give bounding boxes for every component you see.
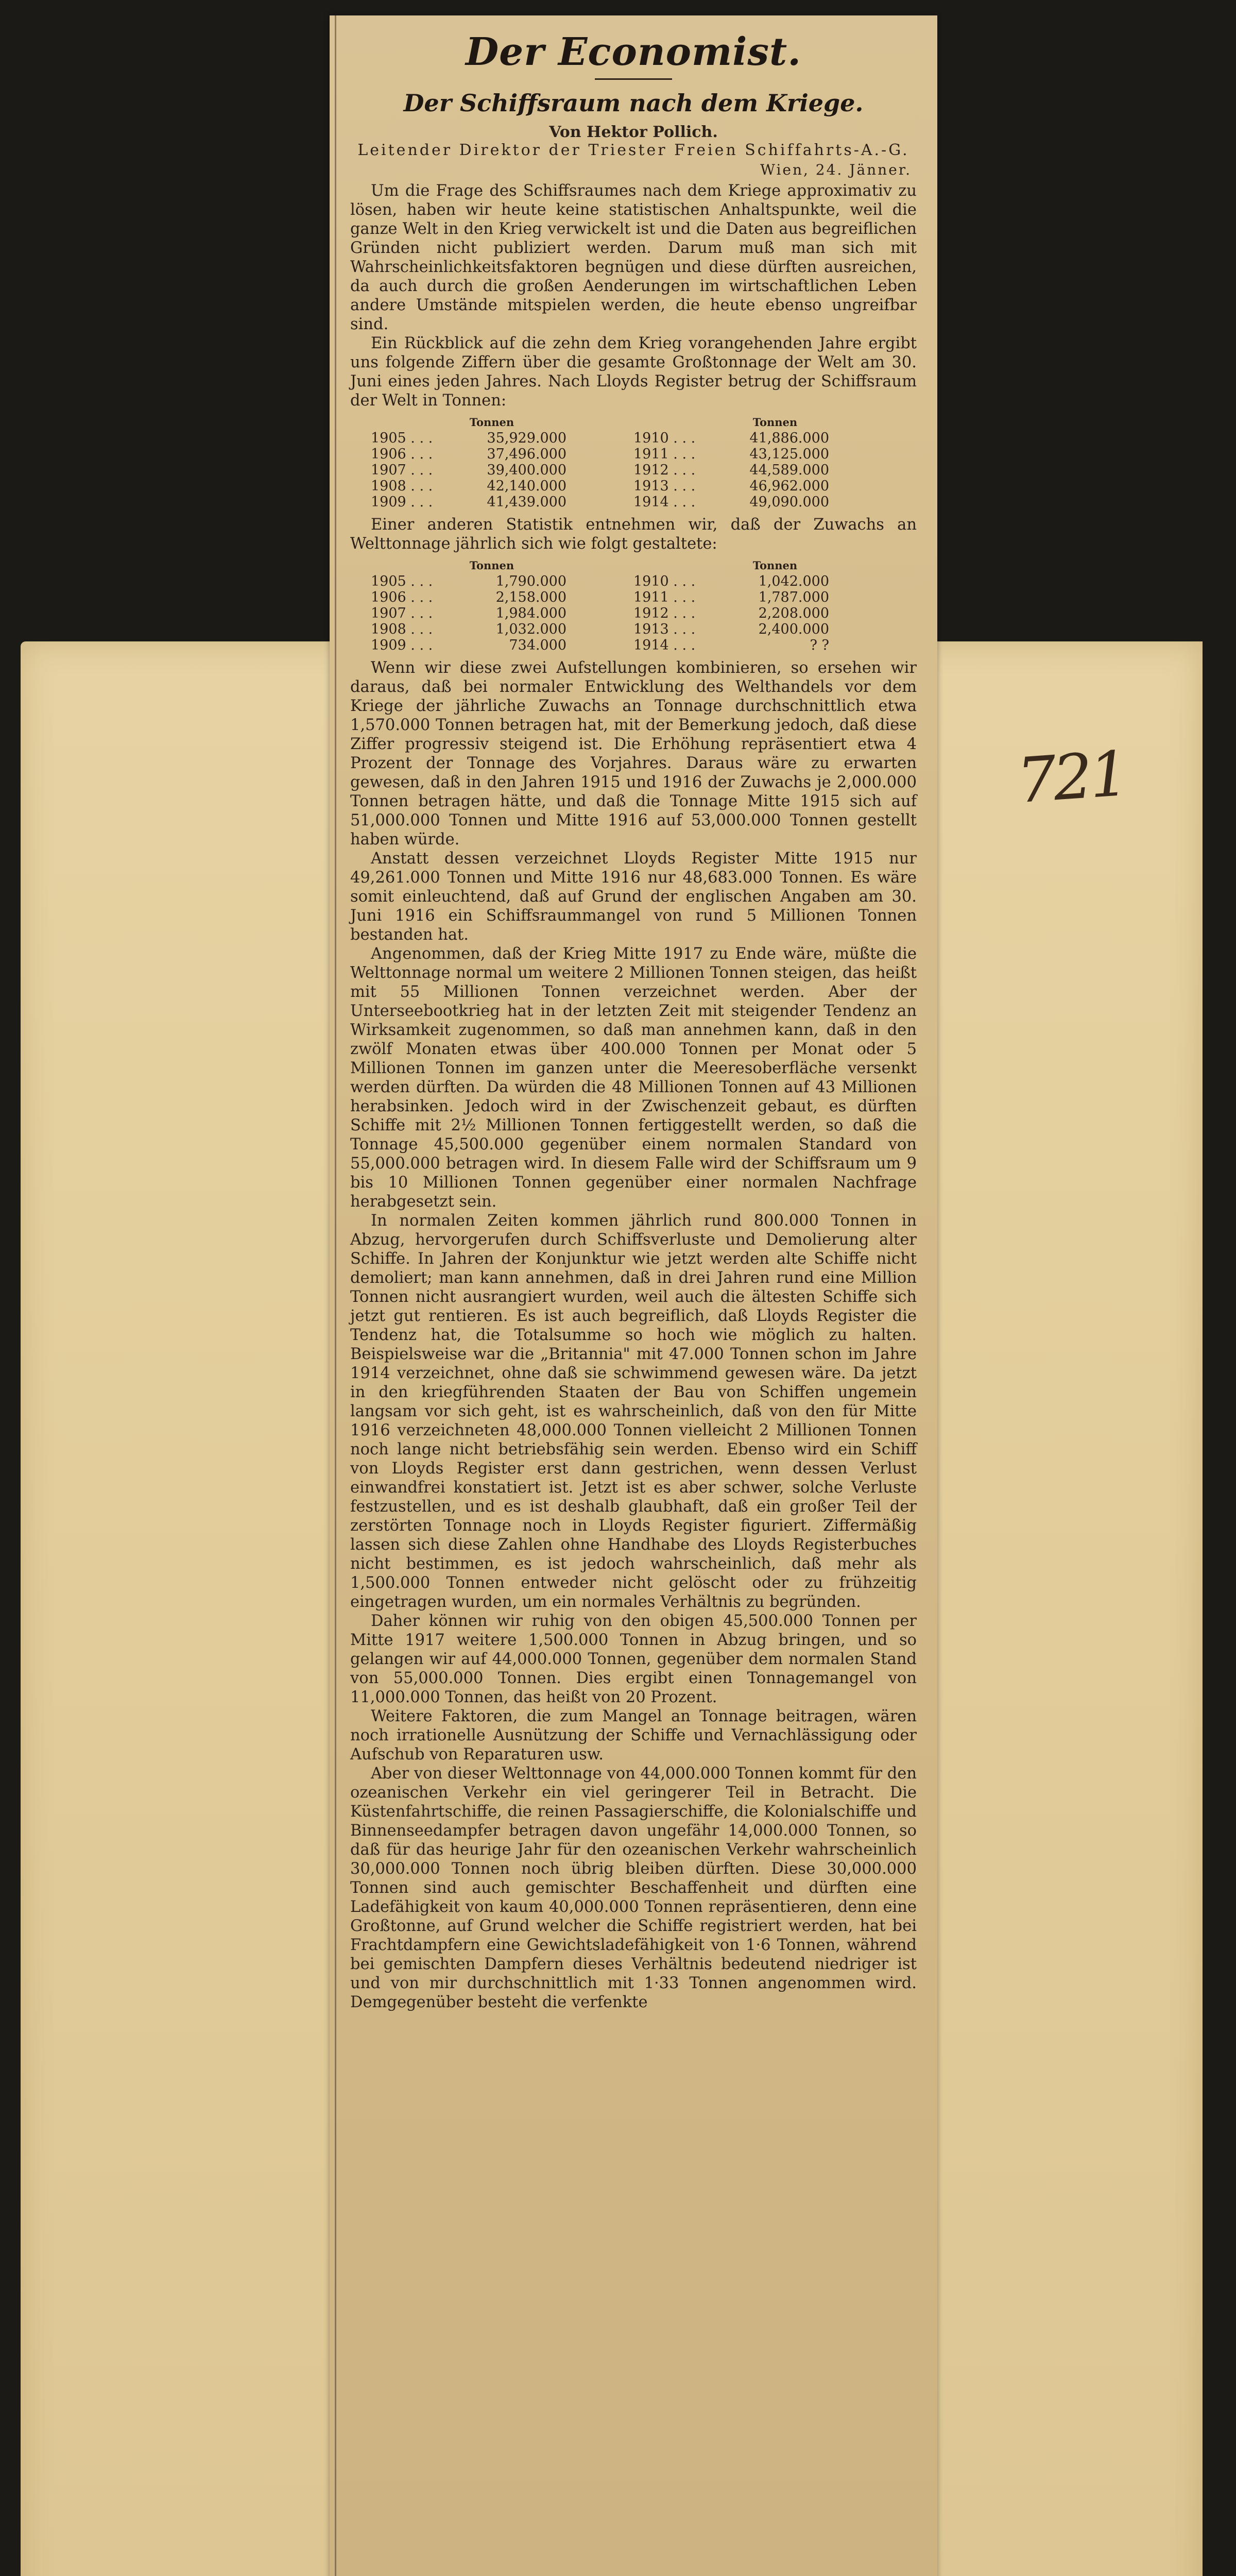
- table-value: 49,090.000: [749, 494, 829, 510]
- table-year: 1908 . . .: [371, 478, 433, 494]
- table-year: 1906 . . .: [371, 589, 433, 605]
- table-row: [350, 446, 917, 462]
- table-year: 1905 . . .: [371, 430, 433, 446]
- table-value: 35,929.000: [487, 430, 566, 446]
- table-header: [350, 557, 917, 573]
- growth-table: [350, 557, 917, 653]
- table-row: [350, 637, 917, 653]
- table-year: 1910 . . .: [633, 573, 696, 589]
- table-value: 43,125.000: [749, 446, 829, 462]
- body-paragraph: Aber von dieser Welttonnage von 44,000.000 Tonnen kommt für den ozeanischen Verkehr ein viel geringerer Teil in Betracht. Die Küstenfahrtschiffe, die reinen Passagierschiffe, die Kolonialschiffe und Binnenseedampfer betragen davon ungefähr 14,000.000 Tonnen, so daß für das heurige Jahr für den ozeanischen Verkehr wahrscheinlich 30,000.000 Tonnen noch übrig bleiben dürften. Diese 30,000.000 Tonnen sind auch gemischter Beschaffenheit und dürften eine Ladefähigkeit von kaum 40,000.000 Tonnen repräsentieren, denn eine Großtonne, auf Grund welcher die Schiffe registriert werden, hat bei Frachtdampfern eine Gewichtsladefähigkeit von 1·6 Tonnen, während bei gemischten Dampfern dieses Verhältnis bedeutend niedriger ist und von mir durchschnittlich mit 1·33 Tonnen angenommen wird. Demgegenüber besteht die verfenkte: [350, 1765, 917, 2011]
- body-paragraph: Angenommen, daß der Krieg Mitte 1917 zu Ende wäre, müßte die Welttonnage normal um weitere 2 Millionen Tonnen steigen, das heißt mit 55 Millionen Tonnen verzeichnet werden. Aber der Unterseebootkrieg hat in der letzten Zeit mit steigender Tendenz an Wirksamkeit zugenommen, so daß man annehmen kann, daß in den zwölf Monaten etwas über 400.000 Tonnen per Monat oder 5 Millionen Tonnen im ganzen unter die Meeresoberfläche versenkt werden dürften. Da würden die 48 Millionen Tonnen auf 43 Millionen herabsinken. Jedoch wird in der Zwischenzeit gebaut, es dürften Schiffe mit 2½ Millionen Tonnen fertiggestellt werden, so daß die Tonnage 45,500.000 gegenüber einem normalen Standard von 55,000.000 betragen wird. In diesem Falle wird der Schiffsraum um 9 bis 10 Millionen Tonnen gegenüber einer normalen Nachfrage herabgesetzt sein.: [350, 945, 917, 1211]
- table-value: 2,208.000: [758, 605, 829, 621]
- dateline: Wien, 24. Jänner.: [760, 161, 912, 178]
- body-paragraph: Weitere Faktoren, die zum Mangel an Tonnage beitragen, wären noch irrationelle Ausnützung der Schiffe und Vernachlässigung oder Aufschub von Reparaturen usw.: [350, 1707, 917, 1764]
- article: [350, 25, 917, 2012]
- table-header-right: Tonnen: [752, 559, 798, 572]
- table-value: 42,140.000: [487, 478, 566, 494]
- table-value: 44,589.000: [749, 462, 829, 478]
- table-header-left: Tonnen: [469, 559, 514, 572]
- article-headline: Der Schiffsraum nach dem Kriege.: [403, 89, 864, 117]
- table-year: 1910 . . .: [633, 430, 696, 446]
- table-year: 1909 . . .: [371, 637, 433, 653]
- table-value: 734.000: [509, 637, 566, 653]
- table-value: 1,032.000: [495, 621, 566, 637]
- table-year: 1905 . . .: [371, 573, 433, 589]
- body-paragraph: Daher können wir ruhig von den obigen 45,500.000 Tonnen per Mitte 1917 weitere 1,500.000 Tonnen in Abzug bringen, und so gelangen wir auf 44,000.000 Tonnen, gegenüber dem normalen Stand von 55,000.000 Tonnen. Dies ergibt einen Tonnagemangel von 11,000.000 Tonnen, das heißt von 20 Prozent.: [350, 1612, 917, 1706]
- masthead: Der Economist.: [466, 30, 801, 74]
- table-value: 1,984.000: [495, 605, 566, 621]
- table-year: 1914 . . .: [633, 637, 696, 653]
- table-year: 1913 . . .: [633, 621, 696, 637]
- body-paragraph: Einer anderen Statistik entnehmen wir, daß der Zuwachs an Welttonnage jährlich sich wie folgt gestaltete:: [350, 516, 917, 553]
- table-year: 1908 . . .: [371, 621, 433, 637]
- table-year: 1907 . . .: [371, 605, 433, 621]
- handwritten-page-number: 721: [1015, 738, 1128, 818]
- table-value: 39,400.000: [487, 462, 566, 478]
- table-value: 37,496.000: [487, 446, 566, 462]
- table-year: 1909 . . .: [371, 494, 433, 510]
- intro-paragraph: Um die Frage des Schiffsraumes nach dem Kriege approximativ zu lösen, haben wir heute keine statistischen Anhaltspunkte, weil die ganze Welt in den Krieg verwickelt ist und die Daten aus begreiflichen Gründen nicht publiziert werden. Darum muß man sich mit Wahrscheinlichkeitsfaktoren begnügen und diese dürften ausreichen, da auch durch die großen Aenderungen im wirtschaftlichen Leben andere Umstände mitspielen werden, die heute ebenso ungreifbar sind.: [350, 182, 917, 333]
- table-year: 1911 . . .: [633, 446, 696, 462]
- author-title: Leitender Direktor der Triester Freien Schiffahrts-A.-G.: [357, 141, 909, 159]
- divider: [595, 78, 672, 80]
- table-value: 2,158.000: [495, 589, 566, 605]
- table-header: [350, 414, 917, 430]
- table-row: [350, 621, 917, 637]
- newspaper-clipping: [330, 15, 937, 2576]
- table-row: [350, 589, 917, 605]
- table-value: 1,042.000: [758, 573, 829, 589]
- table-year: 1914 . . .: [633, 494, 696, 510]
- table-year: 1911 . . .: [633, 589, 696, 605]
- table-value: 2,400.000: [758, 621, 829, 637]
- table-row: [350, 478, 917, 494]
- table-value: 41,886.000: [749, 430, 829, 446]
- table-value: 1,790.000: [495, 573, 566, 589]
- table-year: 1913 . . .: [633, 478, 696, 494]
- table-header-right: Tonnen: [752, 416, 798, 429]
- table-year: 1912 . . .: [633, 605, 696, 621]
- body-paragraph: In normalen Zeiten kommen jährlich rund 800.000 Tonnen in Abzug, hervorgerufen durch Schiffsverluste und Demolierung alter Schiffe. In Jahren der Konjunktur wie jetzt werden alte Schiffe nicht demoliert; man kann annehmen, daß in drei Jahren rund eine Million Tonnen nicht ausrangiert wurden, weil auch die ältesten Schiffe sich jetzt gut rentieren. Es ist auch begreiflich, daß Lloyds Register die Tendenz hat, die Totalsumme so hoch wie möglich zu halten. Beispielsweise war die „Britannia" mit 47.000 Tonnen schon im Jahre 1914 verzeichnet, ohne daß sie schwimmend gewesen wäre. Da jetzt in den kriegführenden Staaten der Bau von Schiffen ungemein langsam vor sich geht, ist es wahrscheinlich, daß von den für Mitte 1916 verzeichneten 48,000.000 Tonnen vielleicht 2 Millionen Tonnen noch lange nicht betriebsfähig sein werden. Ebenso wird ein Schiff von Lloyds Register erst dann gestrichen, wenn dessen Verlust einwandfrei konstatiert ist. Jetzt ist es aber schwer, solche Verluste festzustellen, und es ist deshalb glaubhaft, daß ein großer Teil der zerstörten Tonnage noch in Lloyds Register figuriert. Ziffermäßig lassen sich diese Zahlen ohne Handhabe des Lloyds Registerbuches nicht bestimmen, es ist jedoch wahrscheinlich, daß mehr als 1,500.000 Tonnen entweder nicht gelöscht oder zu frühzeitig eingetragen wurden, um ein normales Verhältnis zu begründen.: [350, 1212, 917, 1611]
- table-year: 1912 . . .: [633, 462, 696, 478]
- table-header-left: Tonnen: [469, 416, 514, 429]
- body-paragraph: Wenn wir diese zwei Aufstellungen kombinieren, so ersehen wir daraus, daß bei normaler Entwicklung des Welthandels vor dem Kriege der jährliche Zuwachs an Tonnage durchschnittlich etwa 1,570.000 Tonnen betragen hat, mit der Bemerkung jedoch, daß diese Ziffer progressiv steigend ist. Die Erhöhung repräsentiert etwa 4 Prozent der Tonnage des Vorjahres. Daraus wäre zu erwarten gewesen, daß in den Jahren 1915 und 1916 der Zuwachs je 2,000.000 Tonnen betragen hätte, und daß die Tonnage Mitte 1915 sich auf 51,000.000 Tonnen und Mitte 1916 auf 53,000.000 Tonnen gestellt haben würde.: [350, 659, 917, 849]
- table-row: [350, 430, 917, 446]
- table-row: [350, 573, 917, 589]
- author-name: Von Hektor Pollich.: [549, 123, 718, 141]
- tonnage-table: [350, 414, 917, 510]
- table-year: 1906 . . .: [371, 446, 433, 462]
- table-value: 41,439.000: [487, 494, 566, 510]
- body-paragraph: Anstatt dessen verzeichnet Lloyds Register Mitte 1915 nur 49,261.000 Tonnen und Mitte 1916 nur 48,683.000 Tonnen. Es wäre somit einleuchtend, daß auf Grund der englischen Angaben am 30. Juni 1916 ein Schiffsraummangel von rund 5 Millionen Tonnen bestanden hat.: [350, 850, 917, 944]
- table-row: [350, 462, 917, 478]
- table-row: [350, 605, 917, 621]
- table-value: 1,787.000: [758, 589, 829, 605]
- intro-paragraph: Ein Rückblick auf die zehn dem Krieg vorangehenden Jahre ergibt uns folgende Ziffern über die gesamte Großtonnage der Welt am 30. Juni eines jeden Jahres. Nach Lloyds Register betrug der Schiffsraum der Welt in Tonnen:: [350, 334, 917, 410]
- table-row: [350, 494, 917, 510]
- table-year: 1907 . . .: [371, 462, 433, 478]
- table-value: ? ?: [810, 637, 829, 653]
- table-value: 46,962.000: [749, 478, 829, 494]
